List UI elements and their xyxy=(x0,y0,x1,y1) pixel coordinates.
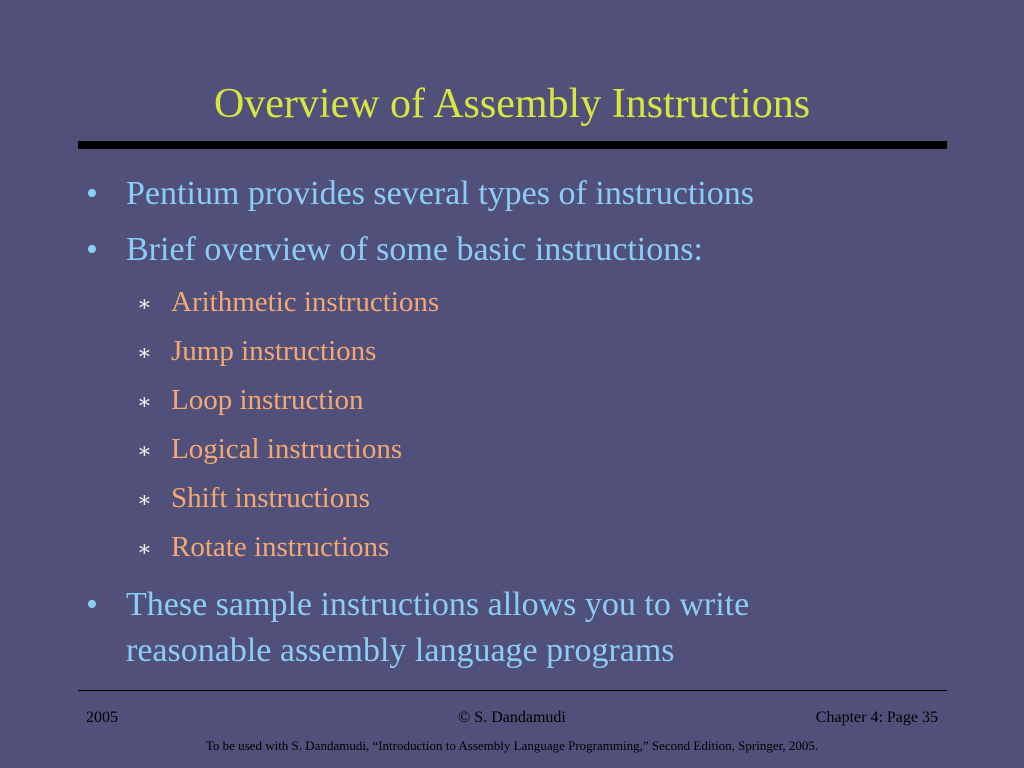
asterisk-icon: ∗ xyxy=(137,389,152,414)
asterisk-icon: ∗ xyxy=(137,291,152,316)
sub-bullet-text: Logical instructions xyxy=(171,433,403,465)
sub-bullet-text: Rotate instructions xyxy=(171,531,390,563)
sub-bullet-text: Shift instructions xyxy=(171,482,370,514)
footer-page-number: Chapter 4: Page 35 xyxy=(815,709,938,726)
footer-year: 2005 xyxy=(86,709,118,726)
bullet-text: Pentium provides several types of instructions xyxy=(126,175,754,212)
slide-title: Overview of Assembly Instructions xyxy=(213,81,811,127)
asterisk-icon: ∗ xyxy=(137,536,152,561)
footer-author: © S. Dandamudi xyxy=(458,709,566,726)
usage-note: To be used with S. Dandamudi, “Introduction to Assembly Language Programming,” Second Edition, Springer, 2005. xyxy=(205,738,819,753)
sub-bullet-text: Jump instructions xyxy=(171,335,377,367)
asterisk-icon: ∗ xyxy=(137,487,152,512)
asterisk-icon: ∗ xyxy=(137,340,152,365)
footer-divider xyxy=(78,690,947,691)
bullet-marker: • xyxy=(86,175,98,212)
bullet-marker: • xyxy=(86,231,98,268)
bullet-text-line1: These sample instructions allows you to write xyxy=(126,586,750,623)
sub-bullet-text: Loop instruction xyxy=(171,384,364,416)
sub-bullet-text: Arithmetic instructions xyxy=(171,286,440,318)
asterisk-icon: ∗ xyxy=(137,438,152,463)
bullet-marker: • xyxy=(86,586,98,623)
bullet-text: Brief overview of some basic instructions: xyxy=(126,231,703,268)
bullet-text-line2: reasonable assembly language programs xyxy=(126,632,675,669)
